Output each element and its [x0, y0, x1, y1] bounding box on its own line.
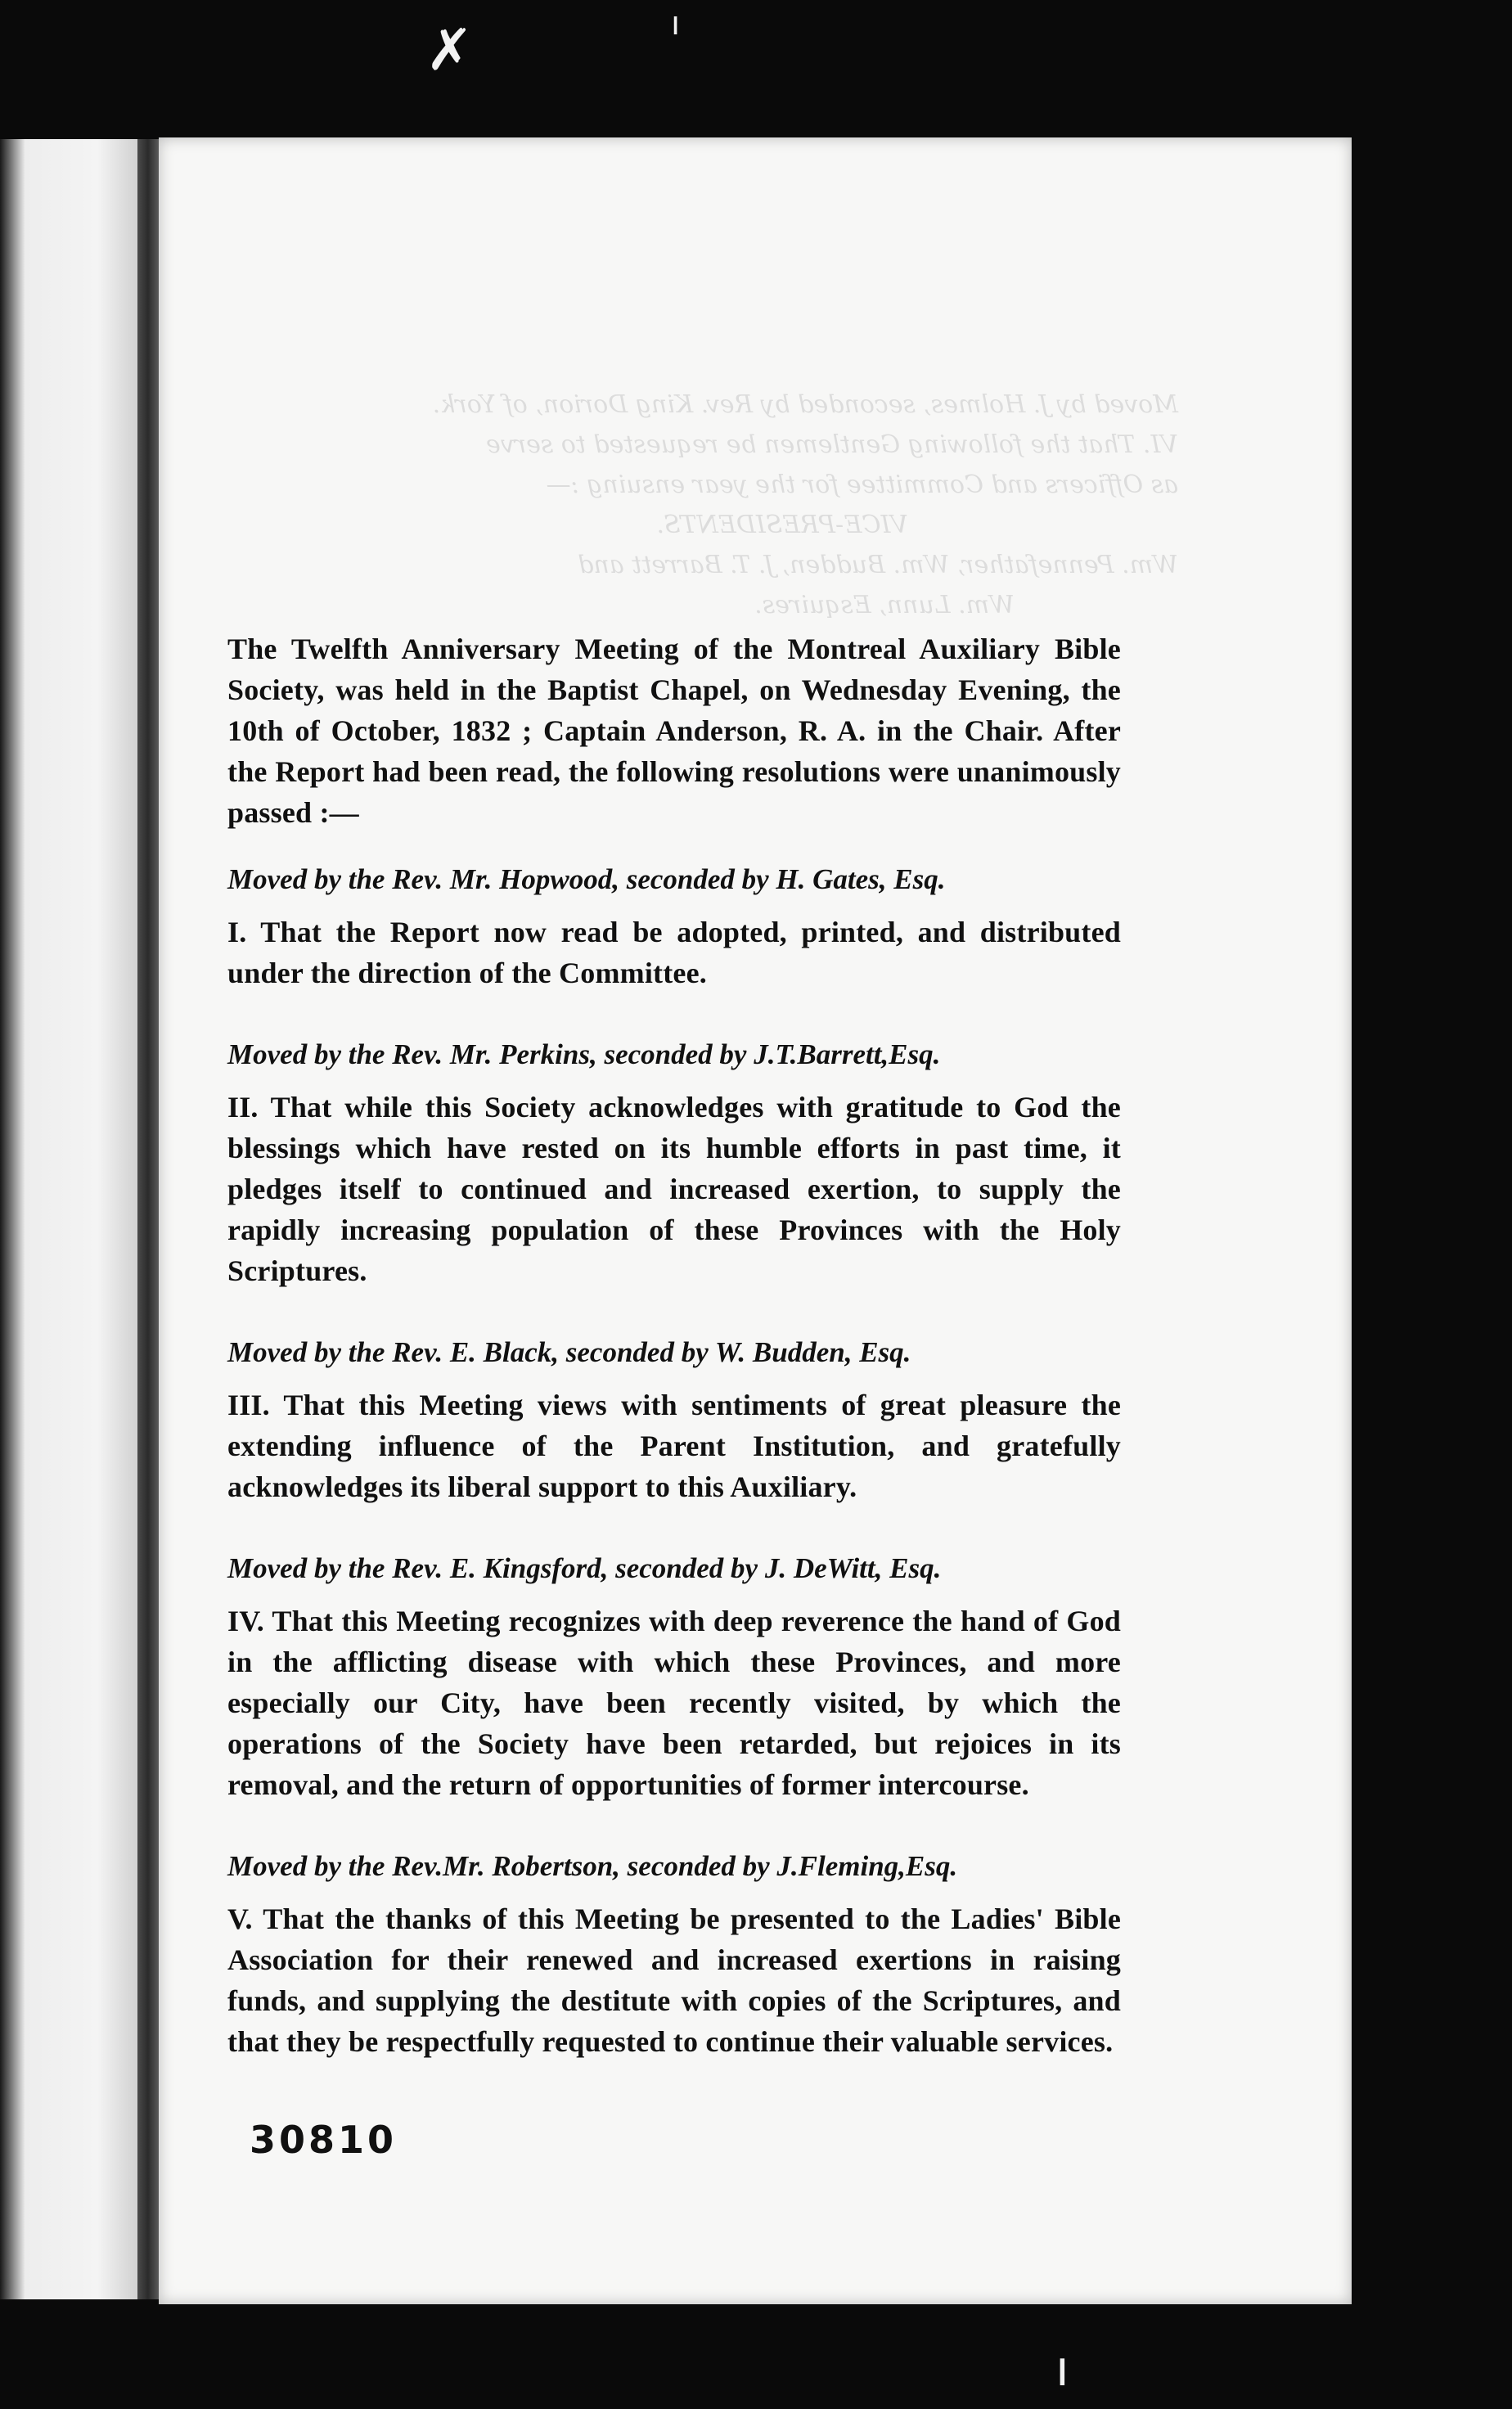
facing-page-edge [0, 139, 139, 2299]
show-through-line: Wm. Lunn, Esquires. [754, 591, 1015, 619]
resolution-2-text: II. That while this Society acknowledges with gratitude to God the blessings which have rested on its humble efforts in past time, it pledges itself to continued and increased exertion, to supply the rapidly increasing population of these Provinces with the Holy Scriptures. [227, 1091, 1121, 1287]
show-through-line: VI. That the following Gentlemen be requested to serve [486, 430, 1178, 459]
show-through-text [237, 385, 1178, 625]
intro-paragraph: The Twelfth Anniversary Meeting of the Montreal Auxiliary Bible Society, was held in the Baptist Chapel, on Wednesday Evening, the 10th of October, 1832 ; Captain Anderson, R. A. in the Chair. After the Report had been read, the following resolutions were unanimously passed :— [227, 633, 1121, 829]
resolution-1-text: I. That the Report now read be adopted, printed, and distributed under the direction of the Committee. [227, 916, 1121, 989]
resolution-4-mover: Moved by the Rev. E. Kingsford, seconded by J. DeWitt, Esq. [227, 1552, 942, 1584]
scan-artifact: ı [1055, 2340, 1069, 2398]
scan-artifact: ✗ [425, 16, 474, 83]
show-through-line: VICE-PRESIDENTS. [656, 511, 908, 539]
show-through-line: Moved by J. Holmes, seconded by Rev. King Dorion, of York. [432, 390, 1178, 419]
resolution-3-mover: Moved by the Rev. E. Black, seconded by W. Budden, Esq. [227, 1336, 911, 1368]
resolution-5-mover: Moved by the Rev.Mr. Robertson, seconded by J.Fleming,Esq. [227, 1850, 958, 1882]
resolution-2-mover: Moved by the Rev. Mr. Perkins, seconded by J.T.Barrett,Esq. [227, 1038, 941, 1070]
resolution-4-text: IV. That this Meeting recognizes with deep reverence the hand of God in the afflicting disease with which these Provinces, and more especially our City, have been recently visited, by which the operations of the Society have been retarded, but rejoices in its removal, and the return of opportunities of former intercourse. [227, 1605, 1121, 1801]
handwritten-catalog-number: 30810 [250, 2118, 398, 2162]
show-through-line: as Officers and Committee for the year ensuing :— [546, 471, 1178, 499]
scan-artifact: ı [671, 5, 681, 43]
show-through-line: Wm. Pennefather, Wm. Budden, J. T. Barrett and [578, 551, 1178, 579]
binding-spine [137, 139, 159, 2299]
resolution-5-text: V. That the thanks of this Meeting be presented to the Ladies' Bible Association for their renewed and increased exertions in raising funds, and supplying the destitute with copies of the Scriptures, and that they be respectfully requested to continue their valuable services. [227, 1902, 1121, 2058]
document-body [227, 628, 1121, 2062]
resolution-3-text: III. That this Meeting views with sentiments of great pleasure the extending influence of the Parent Institution, and gratefully acknowledges its liberal support to this Auxiliary. [227, 1389, 1121, 1503]
resolution-1-mover: Moved by the Rev. Mr. Hopwood, seconded by H. Gates, Esq. [227, 863, 946, 895]
